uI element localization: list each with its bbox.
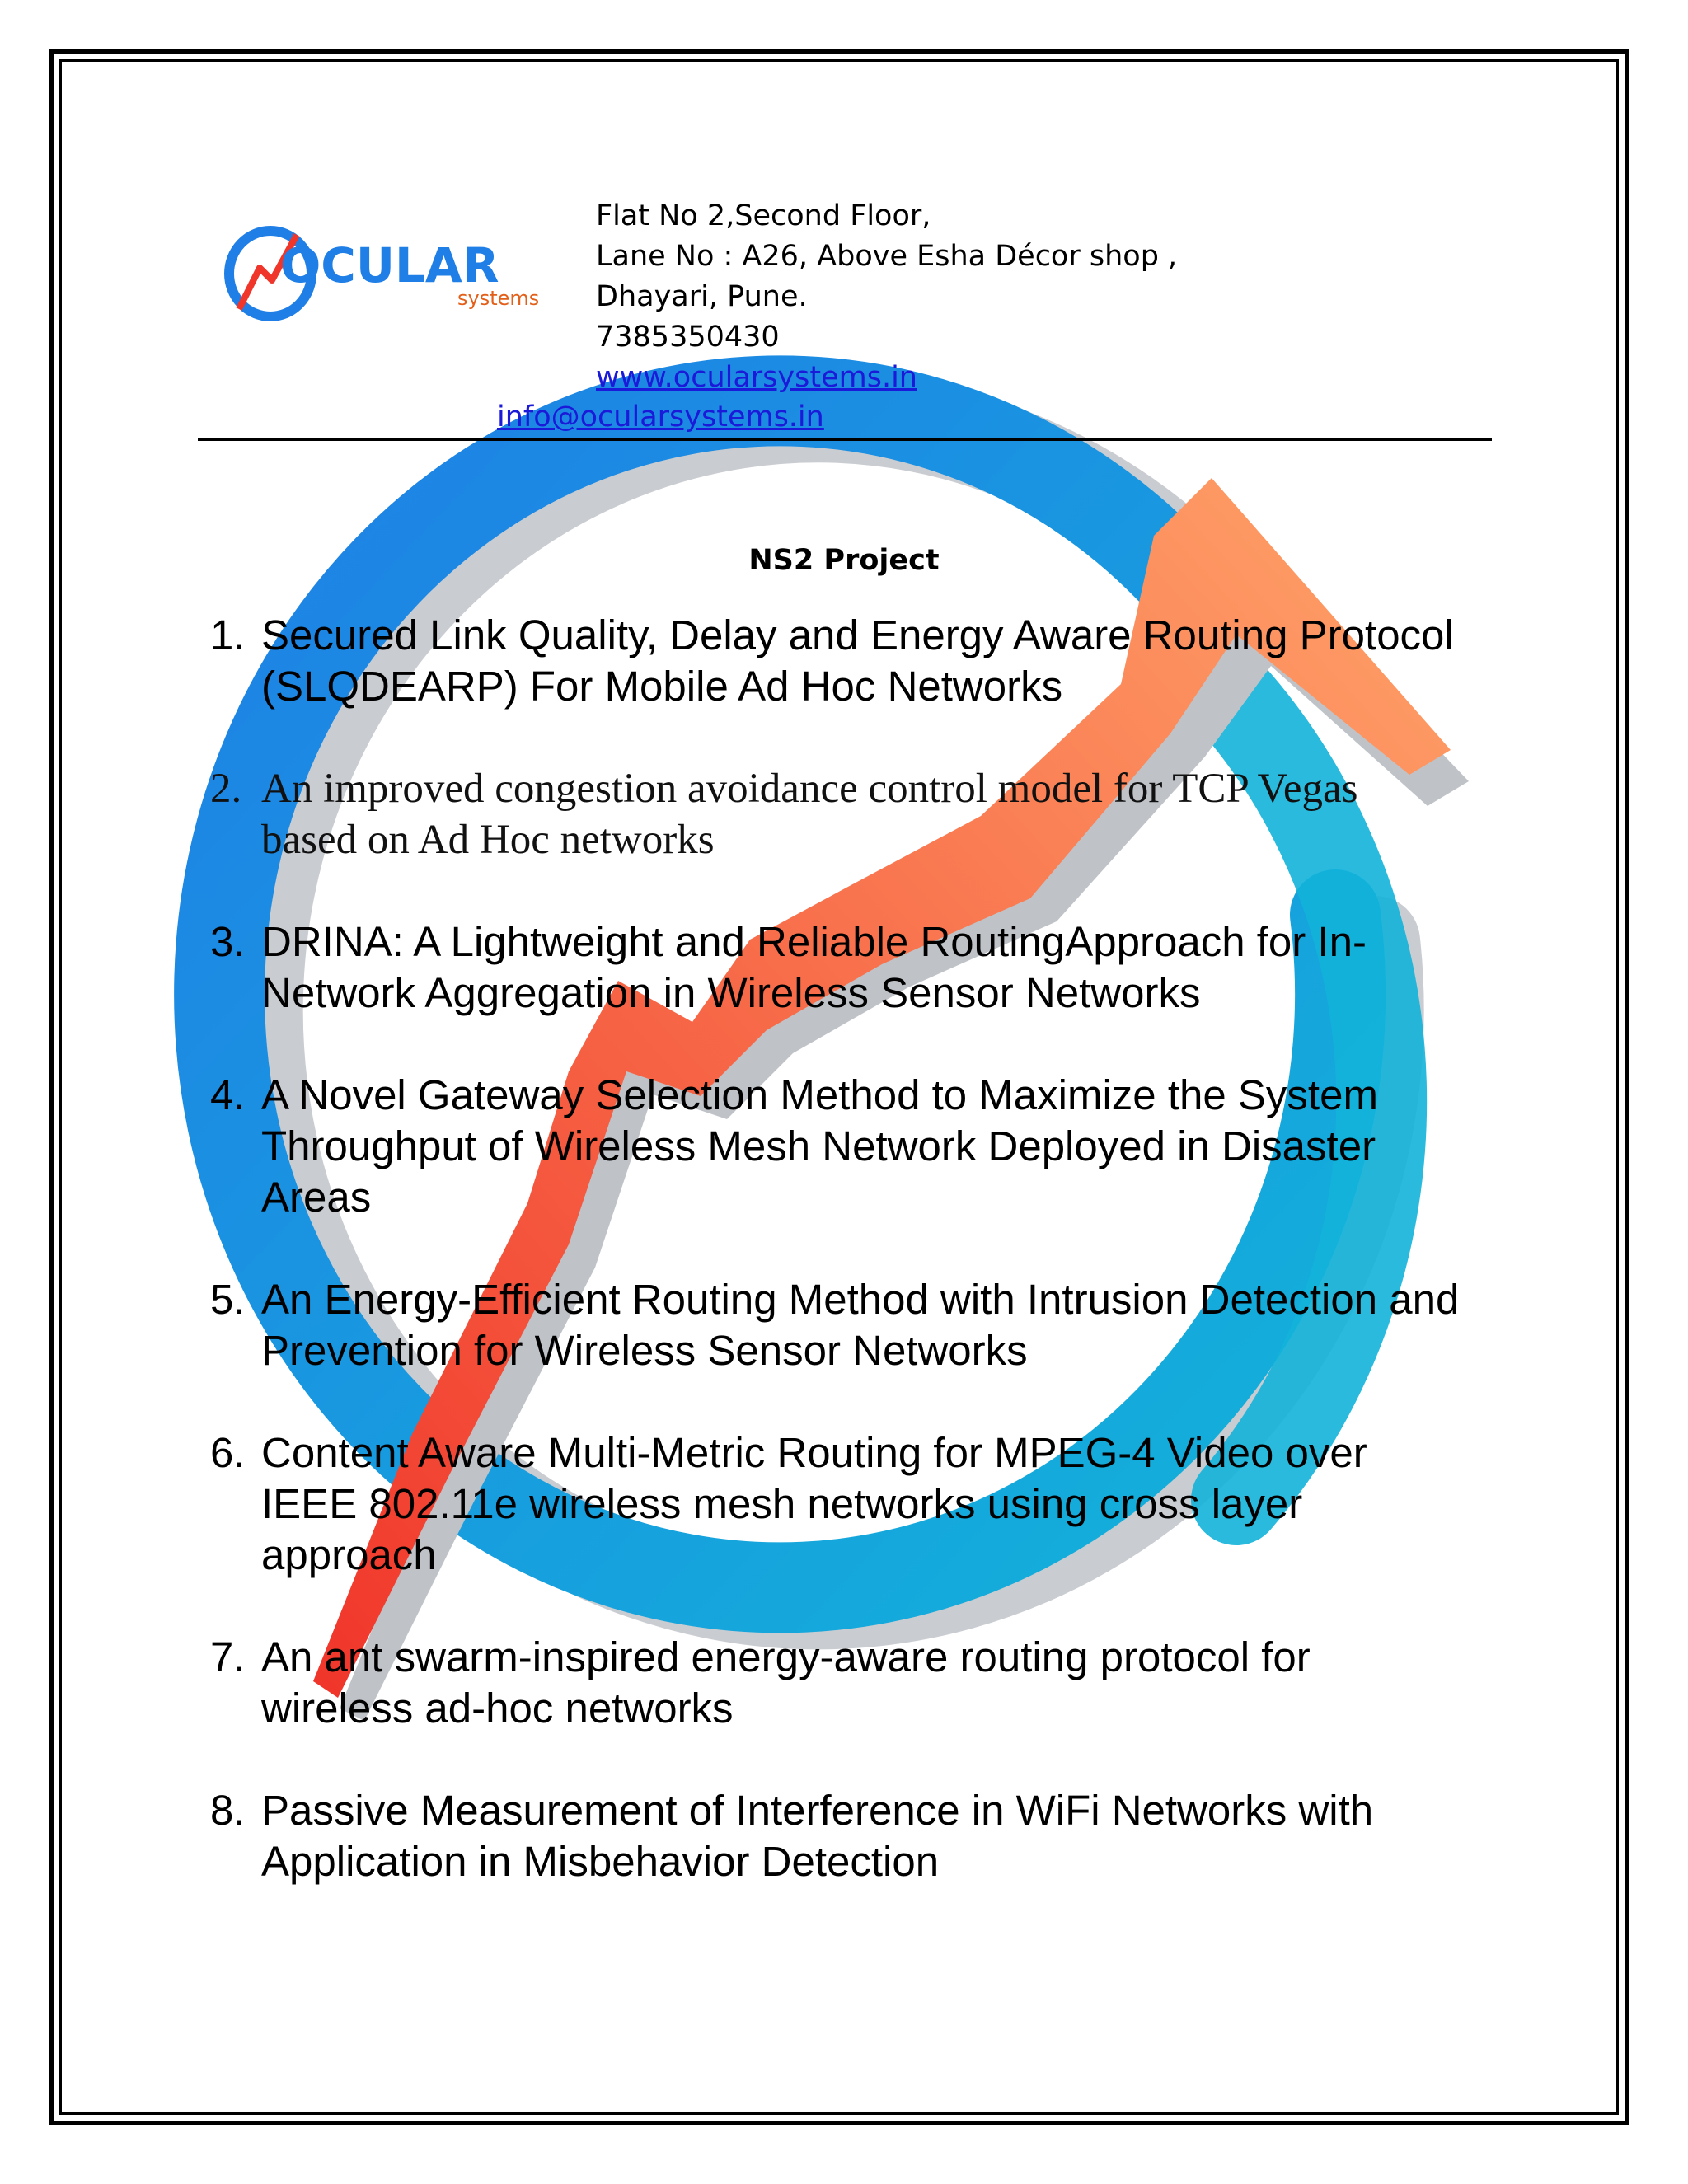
- item-title: Passive Measurement of Interference in WiFi Networks with Application in Misbehavior Detection: [261, 1787, 1374, 1885]
- company-logo: [223, 223, 560, 321]
- list-item: [210, 1632, 1463, 1734]
- phone-number: 7385350430: [596, 321, 780, 354]
- list-item: [210, 1274, 1463, 1376]
- item-number: 2.: [210, 766, 242, 812]
- item-number: 4.: [210, 1071, 246, 1118]
- logo-text: OCULAR: [280, 237, 499, 293]
- logo-subtext: systems: [457, 287, 540, 310]
- item-title: Secured Link Quality, Delay and Energy Aware Routing Protocol (SLQDEARP) For Mobile Ad Hoc Networks: [261, 612, 1454, 710]
- item-title: An improved congestion avoidance control model for TCP Vegas based on Ad Hoc networks: [261, 766, 1358, 863]
- item-number: 6.: [210, 1429, 246, 1476]
- address-line: Dhayari, Pune.: [596, 280, 808, 313]
- item-title: An ant swarm-inspired energy-aware routing protocol for wireless ad-hoc networks: [261, 1633, 1311, 1732]
- list-item: [210, 1427, 1463, 1581]
- item-title: DRINA: A Lightweight and Reliable RoutingApproach for In-Network Aggregation in Wireless Sensor Networks: [261, 918, 1367, 1016]
- list-item: [210, 916, 1463, 1019]
- item-number: 3.: [210, 918, 246, 965]
- item-number: 5.: [210, 1276, 246, 1323]
- document-title: NS2 Project: [748, 544, 940, 577]
- list-item: [210, 1070, 1463, 1223]
- item-title: A Novel Gateway Selection Method to Maximize the System Throughput of Wireless Mesh Network Deployed in Disaster Areas: [261, 1071, 1378, 1221]
- project-list: [210, 610, 1463, 1938]
- item-number: 7.: [210, 1633, 246, 1680]
- company-address: [596, 196, 1177, 398]
- list-item: [210, 763, 1463, 865]
- item-title: An Energy-Efficient Routing Method with Intrusion Detection and Prevention for Wireless Sensor Networks: [261, 1276, 1460, 1374]
- list-item: [210, 1785, 1463, 1887]
- list-item: [210, 610, 1463, 712]
- item-title: Content Aware Multi-Metric Routing for MPEG-4 Video over IEEE 802.11e wireless mesh networks using cross layer approach: [261, 1429, 1367, 1578]
- website-link[interactable]: www.ocularsystems.in: [596, 361, 917, 394]
- item-number: 8.: [210, 1787, 246, 1834]
- address-line: Flat No 2,Second Floor,: [596, 199, 931, 232]
- header-divider: [198, 438, 1492, 441]
- email-link[interactable]: info@ocularsystems.in: [497, 401, 824, 434]
- address-line: Lane No : A26, Above Esha Décor shop ,: [596, 240, 1178, 273]
- item-number: 1.: [210, 612, 246, 658]
